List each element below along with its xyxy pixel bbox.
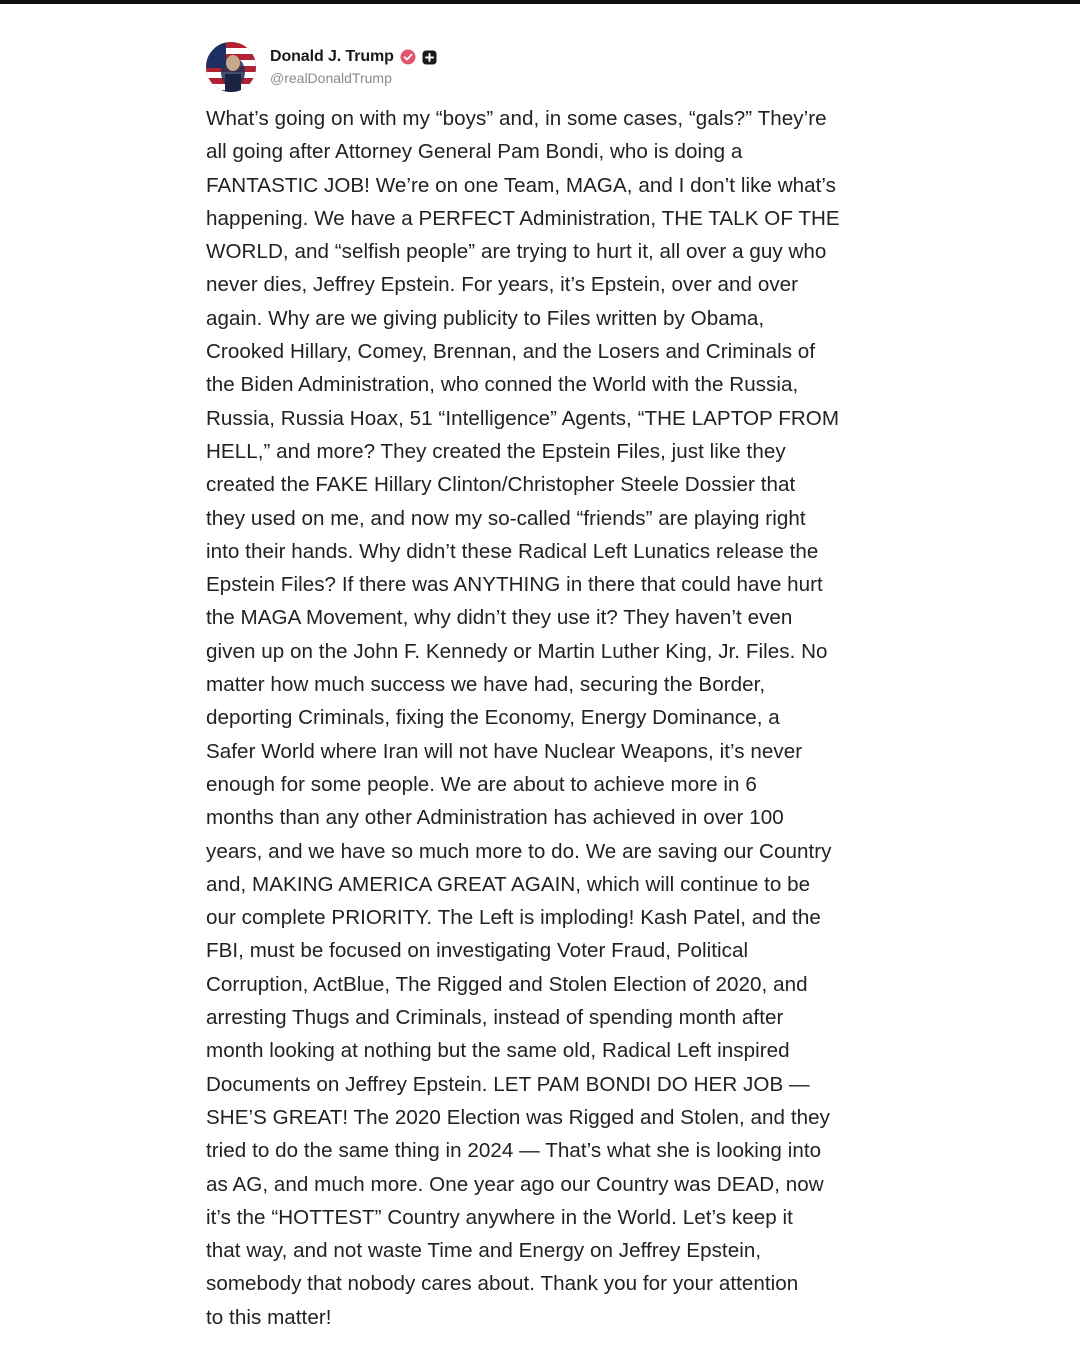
top-divider (0, 0, 1080, 4)
plus-square-icon (422, 50, 437, 65)
name-row (270, 48, 437, 66)
avatar[interactable] (206, 42, 256, 92)
author-display-name[interactable]: Donald J. Trump (270, 48, 394, 65)
author-identity (270, 48, 437, 86)
post-header (206, 40, 906, 94)
verified-badge-icon (400, 49, 416, 65)
post-text: What’s going on with my “boys” and, in some cases, “gals?” They’re all going after Attorney General Pam Bondi, who is doing a FANTASTIC JOB! We’re on one Team, MAGA, and I don’t like what’s happening. We have a PERFECT Administration, THE TALK OF THE WORLD, and “selfish people” are trying to hurt it, all over a guy who never dies, Jeffrey Epstein. For years, it’s Epstein, over and over again. Why are we giving publicity to Files written by Obama, Crooked Hillary, Comey, Brennan, and the Losers and Criminals of the Biden Administration, who conned the World with the Russia, Russia, Russia Hoax, 51 “Intelligence” Agents, “THE LAPTOP FROM HELL,” and more? They created the Epstein Files, just like they created the FAKE Hillary Clinton/Christopher Steele Dossier that they used on me, and now my so-called “friends” are playing right into their hands. Why didn’t these Radical Left Lunatics release the Epstein Files? If there was ANYTHING in there that could have hurt the MAGA Movement, why didn’t they use it? They haven’t even given up on the John F. Kennedy or Martin Luther King, Jr. Files. No matter how much success we have had, securing the Border, deporting Criminals, fixing the Economy, Energy Dominance, a Safer World where Iran will not have Nuclear Weapons, it’s never enough for some people. We are about to achieve more in 6 months than any other Administration has achieved in over 100 years, and we have so much more to do. We are saving our Country and, MAKING AMERICA GREAT AGAIN, which will continue to be our complete PRIORITY. The Left is imploding! Kash Patel, and the FBI, must be focused on investigating Voter Fraud, Political Corruption, ActBlue, The Rigged and Stolen Election of 2020, and arresting Thugs and Criminals, instead of spending month after month looking at nothing but the same old, Radical Left inspired Documents on Jeffrey Epstein. LET PAM BONDI DO HER JOB — SHE’S GREAT! The 2020 Election was Rigged and Stolen, and they tried to do the same thing in 2024 — That’s what she is looking into as AG, and much more. One year ago our Country was DEAD, now it’s the “HOTTEST” Country anywhere in the World. Let’s keep it that way, and not waste Time and Energy on Jeffrey Epstein, somebody that nobody cares about. Thank you for your attention to this matter! (206, 107, 840, 1329)
post-card (206, 40, 906, 1334)
avatar-flag-portrait-icon (206, 42, 256, 92)
author-handle[interactable]: @realDonaldTrump (270, 70, 392, 86)
